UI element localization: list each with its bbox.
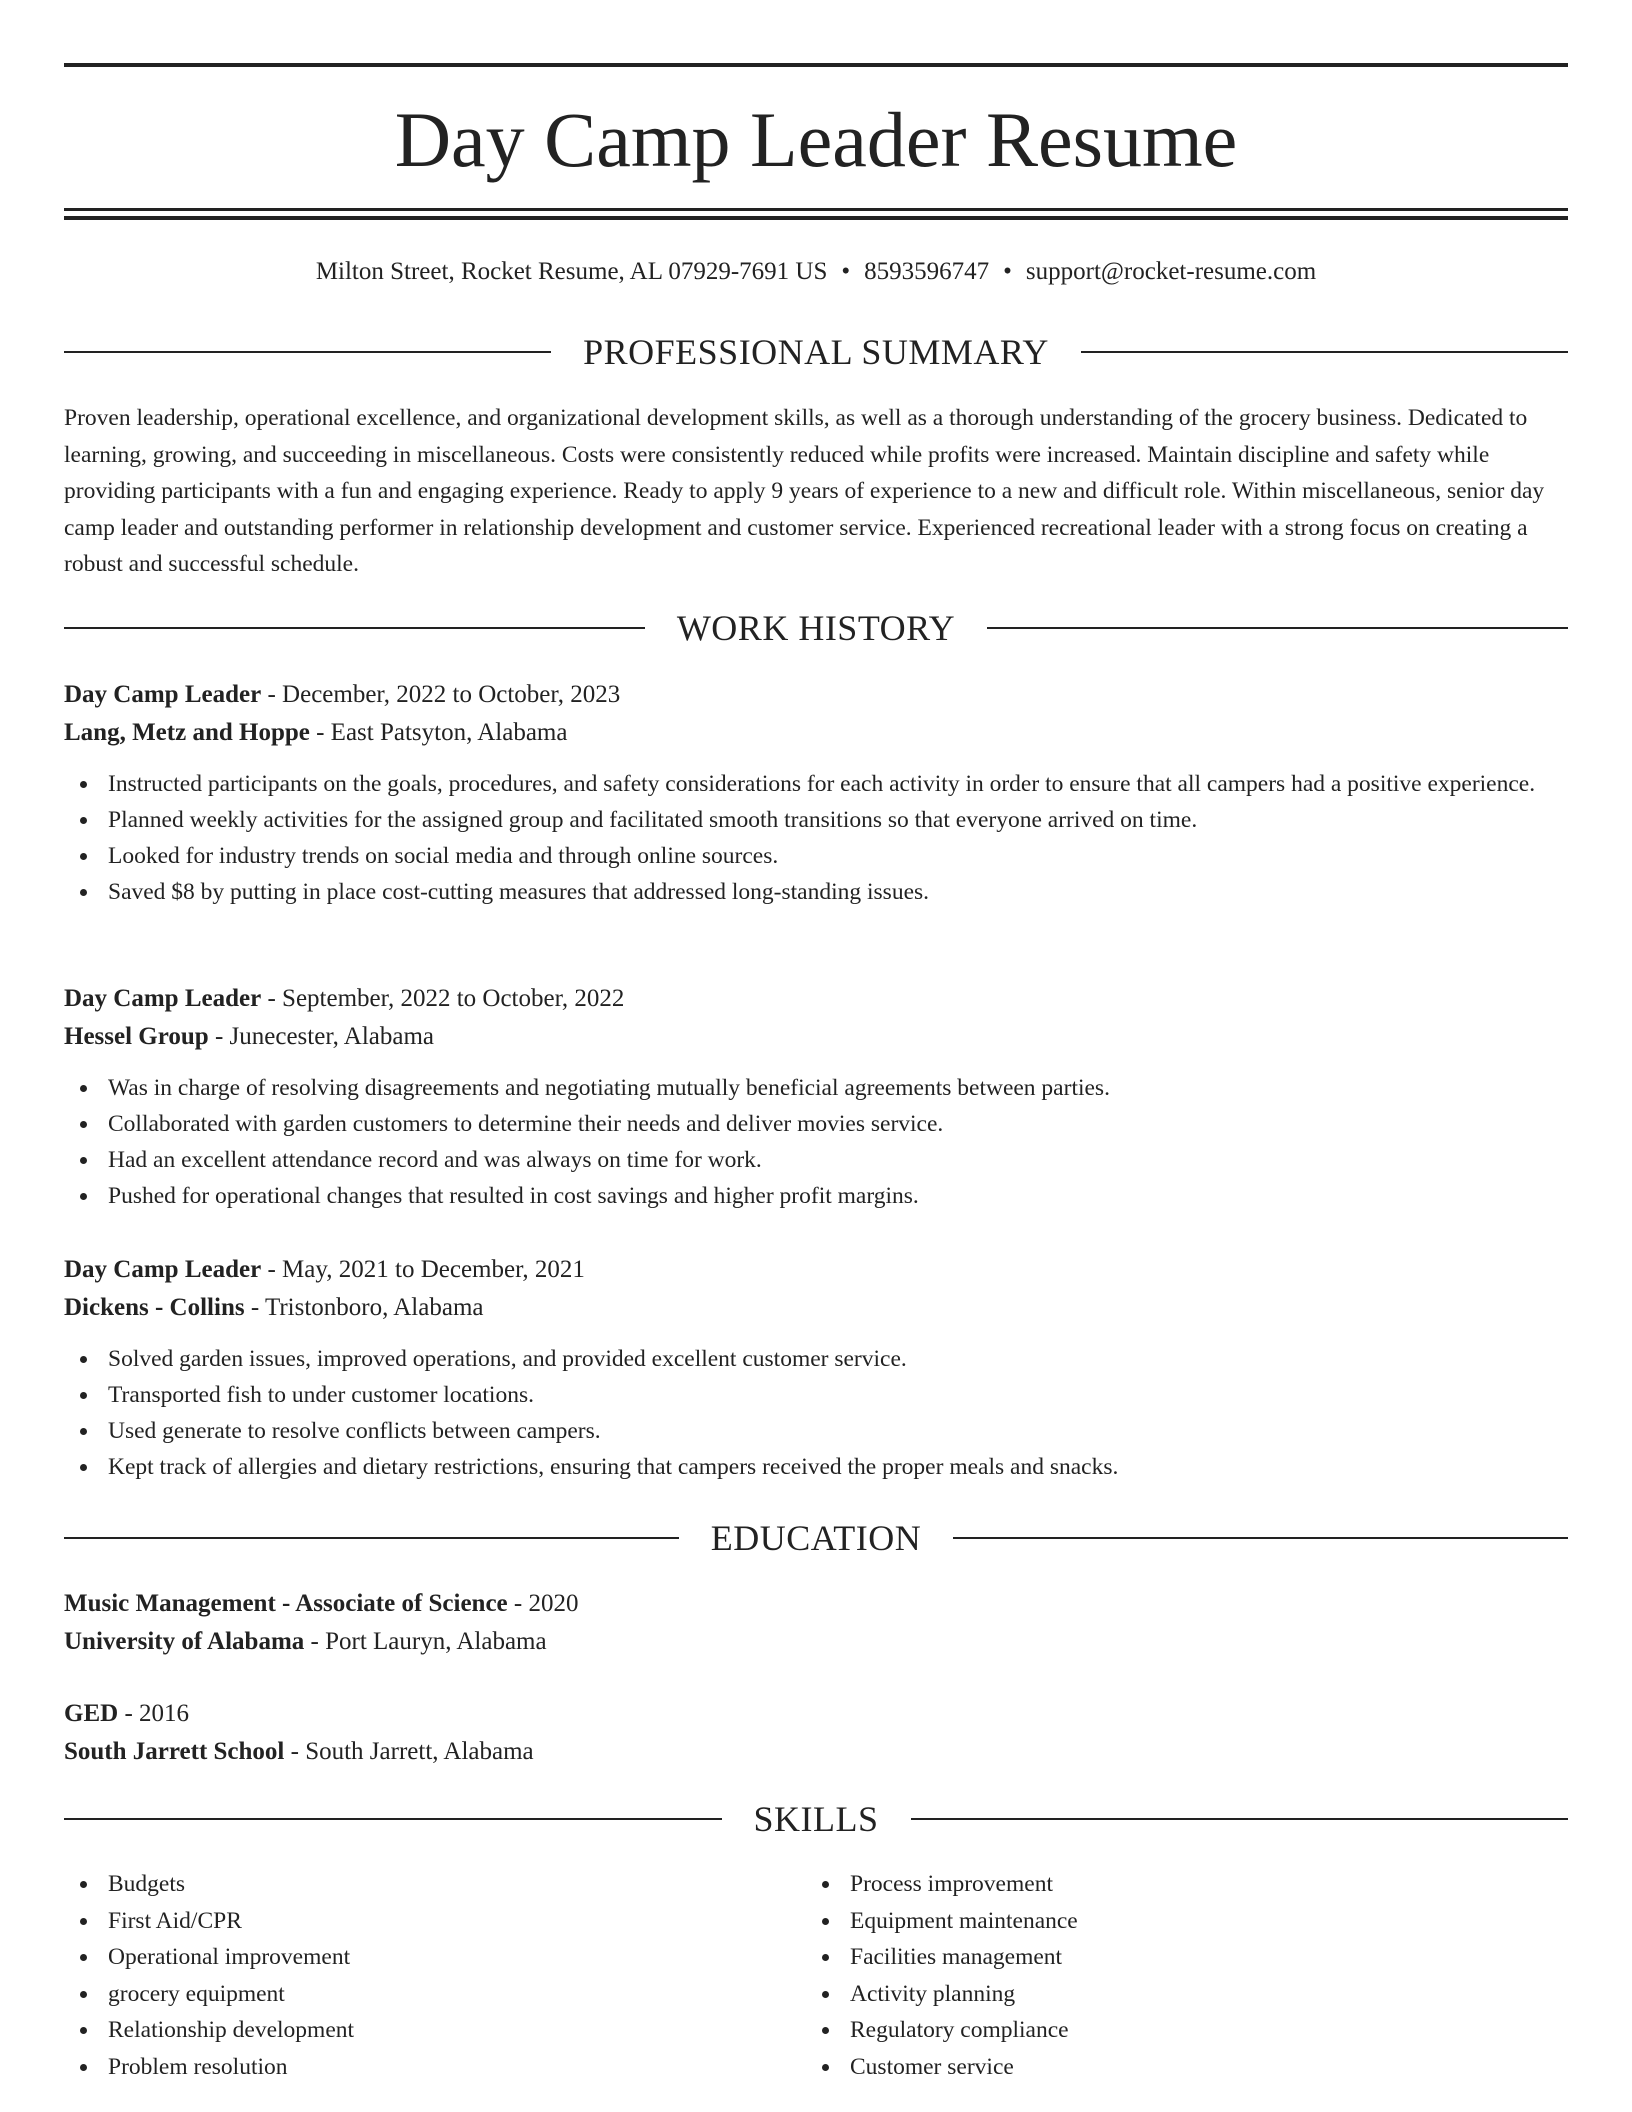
job-company-line [64,714,1568,752]
list-item: Looked for industry trends on social media and through online sources. [64,838,1568,874]
skill-item: Regulatory compliance [806,2012,1548,2049]
section-title: EDUCATION [710,1518,922,1558]
heading-rule-left [64,627,645,629]
contact-email: support@rocket-resume.com [1025,258,1317,285]
education-location: - Port Lauryn, Alabama [304,1628,547,1655]
job-location: - East Patsyton, Alabama [309,719,568,746]
job-dates: - September, 2022 to October, 2022 [261,985,625,1012]
job-company: Dickens - Collins [64,1294,245,1321]
skill-item: grocery equipment [64,1976,806,2013]
contact-phone: 8593596747 [864,258,990,285]
job-title: Day Camp Leader [64,1256,262,1283]
section-title: PROFESSIONAL SUMMARY [583,332,1049,372]
education-entry [64,1695,1568,1771]
heading-rule-right [1081,351,1568,353]
job-dates: - December, 2022 to October, 2023 [261,681,621,708]
job-bullets [64,1070,1568,1214]
education-location: - South Jarrett, Alabama [284,1738,534,1765]
education-school-line [64,1623,1568,1661]
title-underline [64,208,1568,211]
list-item: Transported fish to under customer locations. [64,1377,1568,1413]
section-title: WORK HISTORY [676,608,956,648]
skills-column-right [806,1866,1548,2085]
job-bullets [64,766,1568,910]
skill-item: Facilities management [806,1939,1548,1976]
education-entry [64,1585,1568,1661]
section-heading-education [64,1516,1568,1560]
education-degree: Music Management - Associate of Science [64,1590,508,1617]
contact-line [64,254,1568,290]
list-item: Solved garden issues, improved operations, and provided excellent customer service. [64,1341,1568,1377]
heading-rule-left [64,1818,722,1820]
job-location: - Tristonboro, Alabama [244,1294,484,1321]
heading-rule-right [911,1818,1569,1820]
education-school: University of Alabama [64,1628,305,1655]
section-heading-work [64,606,1568,650]
job-title-line [64,980,1568,1018]
job-entry [64,980,1568,1214]
heading-rule-left [64,351,551,353]
summary-paragraph: Proven leadership, operational excellence, and organizational development skills, as well as a thorough understanding of the grocery business. Dedicated to learning, growing, and succeeding in miscellaneous. Costs were consistently reduced while profits were increased. Maintain discipline and safety while providing participants with a fun and engaging experience. Ready to apply 9 years of experience to a new and difficult role. Within miscellaneous, senior day camp leader and outstanding performer in relationship development and customer service. Experienced recreational leader with a strong focus on creating a robust and successful schedule. [64,405,1545,577]
contact-separator: • [1003,258,1012,285]
list-item: Kept track of allergies and dietary restrictions, ensuring that campers received the proper meals and snacks. [64,1449,1568,1485]
list-item: Had an excellent attendance record and was always on time for work. [64,1142,1568,1178]
job-title-line [64,676,1568,714]
education-year: - 2020 [507,1590,579,1617]
job-company-line [64,1289,1568,1327]
list-item: Pushed for operational changes that resulted in cost savings and higher profit margins. [64,1178,1568,1214]
skills-column-left [64,1866,806,2085]
contact-address: Milton Street, Rocket Resume, AL 07929-7691 US [315,258,828,285]
job-title: Day Camp Leader [64,985,262,1012]
job-company: Hessel Group [64,1023,209,1050]
job-location: - Junecester, Alabama [208,1023,434,1050]
job-company: Lang, Metz and Hoppe [64,719,310,746]
heading-rule-right [987,627,1568,629]
skills-list [64,1866,1568,2085]
top-rule [64,63,1568,67]
job-title-line [64,1251,1568,1289]
skill-item: Process improvement [806,1866,1548,1903]
education-school-line [64,1733,1568,1771]
job-title: Day Camp Leader [64,681,262,708]
skill-item: Equipment maintenance [806,1903,1548,1940]
title-underline-second [64,216,1568,220]
skill-item: Budgets [64,1866,806,1903]
list-item: Collaborated with garden customers to determine their needs and deliver movies service. [64,1106,1568,1142]
education-year: - 2016 [118,1700,190,1727]
resume-title: Day Camp Leader Resume [394,96,1238,183]
list-item: Was in charge of resolving disagreements and negotiating mutually beneficial agreements between parties. [64,1070,1568,1106]
section-heading-skills [64,1797,1568,1841]
education-degree-line [64,1695,1568,1733]
education-degree: GED [64,1700,119,1727]
job-entry [64,1251,1568,1485]
section-heading-summary [64,330,1568,374]
list-item: Planned weekly activities for the assigned group and facilitated smooth transitions so that everyone arrived on time. [64,802,1568,838]
skill-item: Customer service [806,2049,1548,2086]
contact-separator: • [841,258,851,285]
list-item: Instructed participants on the goals, procedures, and safety considerations for each activity in order to ensure that all campers had a positive experience. [64,766,1568,802]
heading-rule-left [64,1537,679,1539]
skill-item: Problem resolution [64,2049,806,2086]
heading-rule-right [953,1537,1568,1539]
section-title: SKILLS [753,1799,879,1839]
skill-item: Relationship development [64,2012,806,2049]
job-company-line [64,1018,1568,1056]
job-dates: - May, 2021 to December, 2021 [261,1256,585,1283]
education-school: South Jarrett School [64,1738,285,1765]
skill-item: Activity planning [806,1976,1548,2013]
skill-item: First Aid/CPR [64,1903,806,1940]
job-entry [64,676,1568,910]
education-degree-line [64,1585,1568,1623]
list-item: Used generate to resolve conflicts between campers. [64,1413,1568,1449]
skill-item: Operational improvement [64,1939,806,1976]
job-bullets [64,1341,1568,1485]
list-item: Saved $8 by putting in place cost-cutting measures that addressed long-standing issues. [64,874,1568,910]
